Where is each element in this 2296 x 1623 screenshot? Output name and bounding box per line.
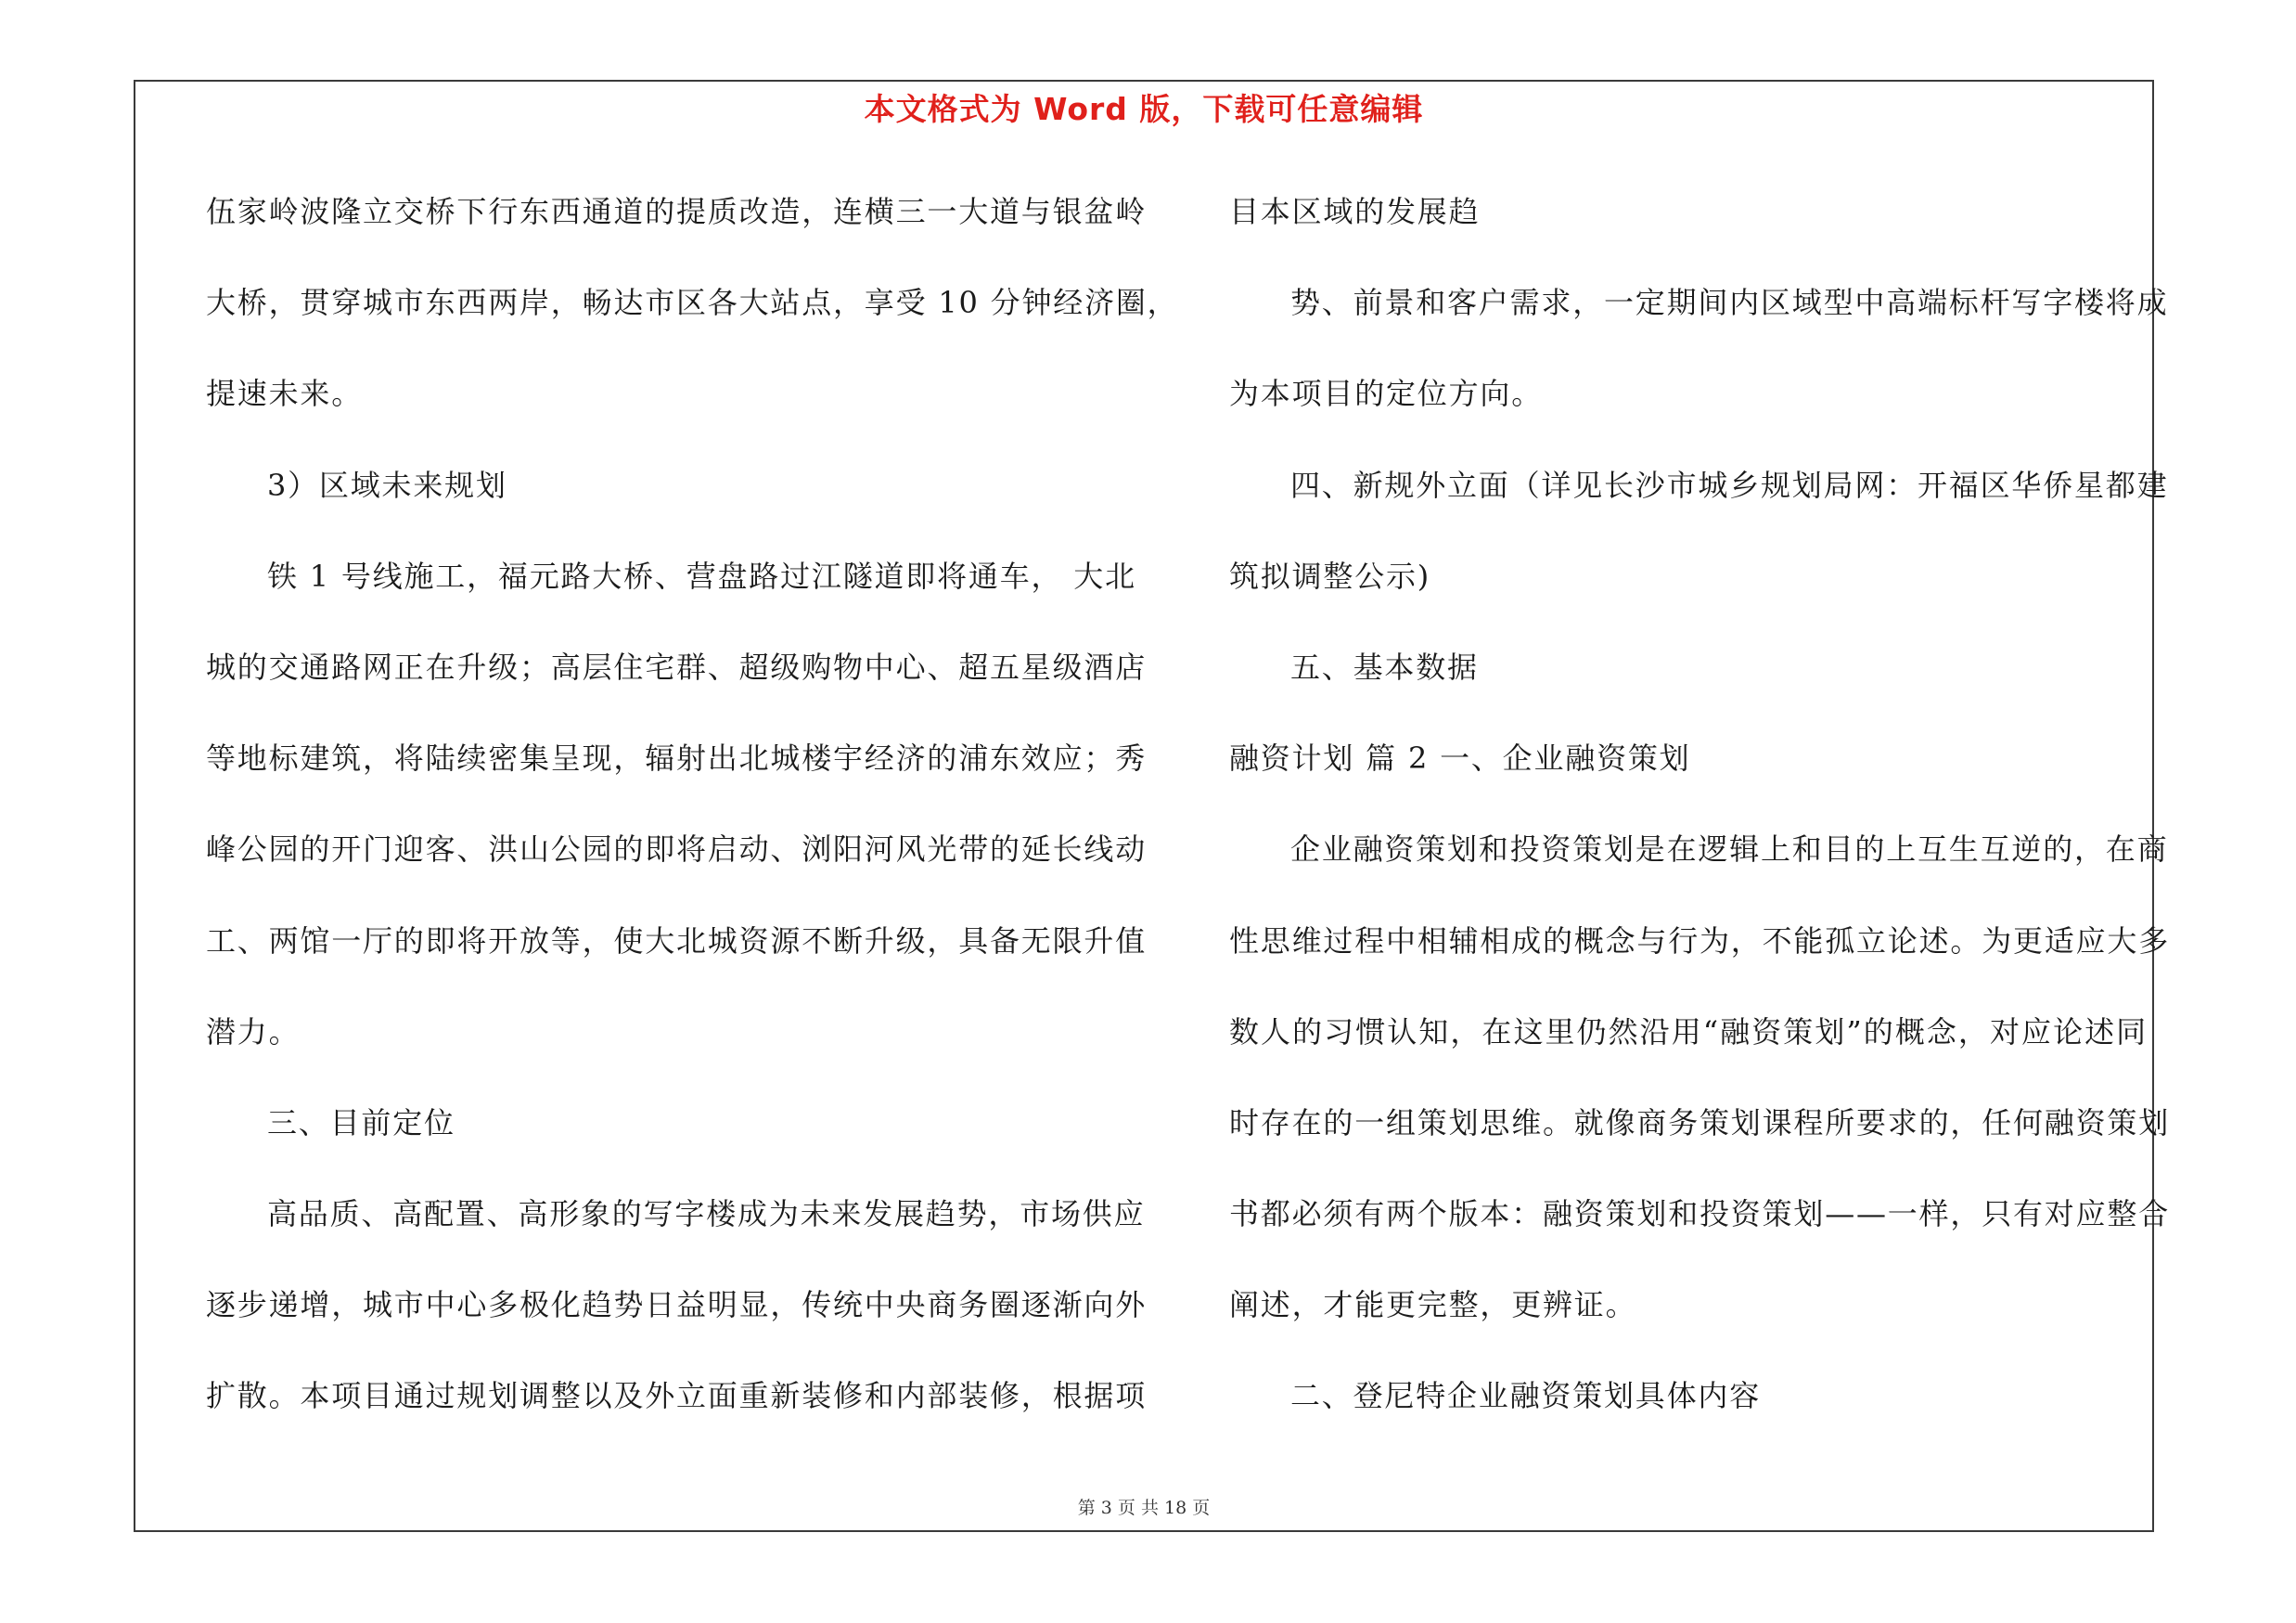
- text-line: 书都必须有两个版本：融资策划和投资策划——一样，只有对应整合: [1229, 1196, 2171, 1232]
- text-line: 城的交通路网正在升级；高层住宅群、超级购物中心、超五星级酒店: [206, 649, 1148, 685]
- text-line: 数人的习惯认知，在这里仍然沿用“融资策划”的概念，对应论述同: [1229, 1013, 2148, 1050]
- text-line: 工、两馆一厅的即将开放等，使大北城资源不断升级，具备无限升值: [206, 922, 1148, 959]
- text-line: 融资计划 篇 2 一、企业融资策划: [1229, 741, 1691, 777]
- text-line: 逐步递增，城市中心多极化趋势日益明显，传统中央商务圈逐渐向外: [206, 1287, 1148, 1323]
- text-line: 大桥，贯穿城市东西两岸，畅达市区各大站点，享受 10 分钟经济圈，: [206, 285, 1179, 321]
- text-line: 提速未来。: [206, 376, 364, 412]
- text-line: 时存在的一组策划思维。就像商务策划课程所要求的，任何融资策划: [1229, 1104, 2171, 1140]
- text-line: 伍家岭波隆立交桥下行东西通道的提质改造，连横三一大道与银盆岭: [206, 194, 1148, 229]
- text-line: 扩散。本项目通过规划调整以及外立面重新装修和内部装修，根据项: [206, 1378, 1148, 1414]
- text-line: 四、新规外立面（详见长沙市城乡规划局网：开福区华侨星都建: [1290, 467, 2169, 503]
- document-banner: 本文格式为 Word 版，下载可任意编辑: [864, 91, 1424, 127]
- text-line: 为本项目的定位方向。: [1229, 376, 1544, 412]
- text-line: 性思维过程中相辅相成的概念与行为，不能孤立论述。为更适应大多: [1229, 922, 2171, 959]
- text-line: 潜力。: [206, 1013, 301, 1050]
- text-line: 峰公园的开门迎客、洪山公园的即将启动、浏阳河风光带的延长线动: [206, 831, 1148, 868]
- text-line: 阐述，才能更完整，更辨证。: [1229, 1287, 1637, 1323]
- text-line: 目本区域的发展趋: [1229, 194, 1481, 229]
- text-line: 筑拟调整公示): [1229, 558, 1431, 594]
- text-line: 五、基本数据: [1290, 649, 1479, 685]
- text-line: 等地标建筑，将陆续密集呈现，辐射出北城楼宇经济的浦东效应；秀: [206, 741, 1148, 777]
- text-line: 势、前景和客户需求，一定期间内区域型中高端标杆写字楼将成: [1290, 285, 2169, 321]
- text-line: 企业融资策划和投资策划是在逻辑上和目的上互生互逆的，在商: [1290, 831, 2169, 868]
- left-text-column: [206, 186, 1179, 1462]
- text-line: 三、目前定位: [267, 1104, 455, 1140]
- right-text-column: [1229, 186, 2171, 1462]
- text-line: 二、登尼特企业融资策划具体内容: [1290, 1378, 1762, 1414]
- text-line: 高品质、高配置、高形象的写字楼成为未来发展趋势，市场供应: [267, 1196, 1146, 1232]
- text-line: 3）区域未来规划: [267, 467, 507, 503]
- page-number-footer: 第 3 页 共 18 页: [1077, 1498, 1211, 1518]
- text-line: 铁 1 号线施工，福元路大桥、营盘路过江隧道即将通车， 大北: [267, 558, 1136, 594]
